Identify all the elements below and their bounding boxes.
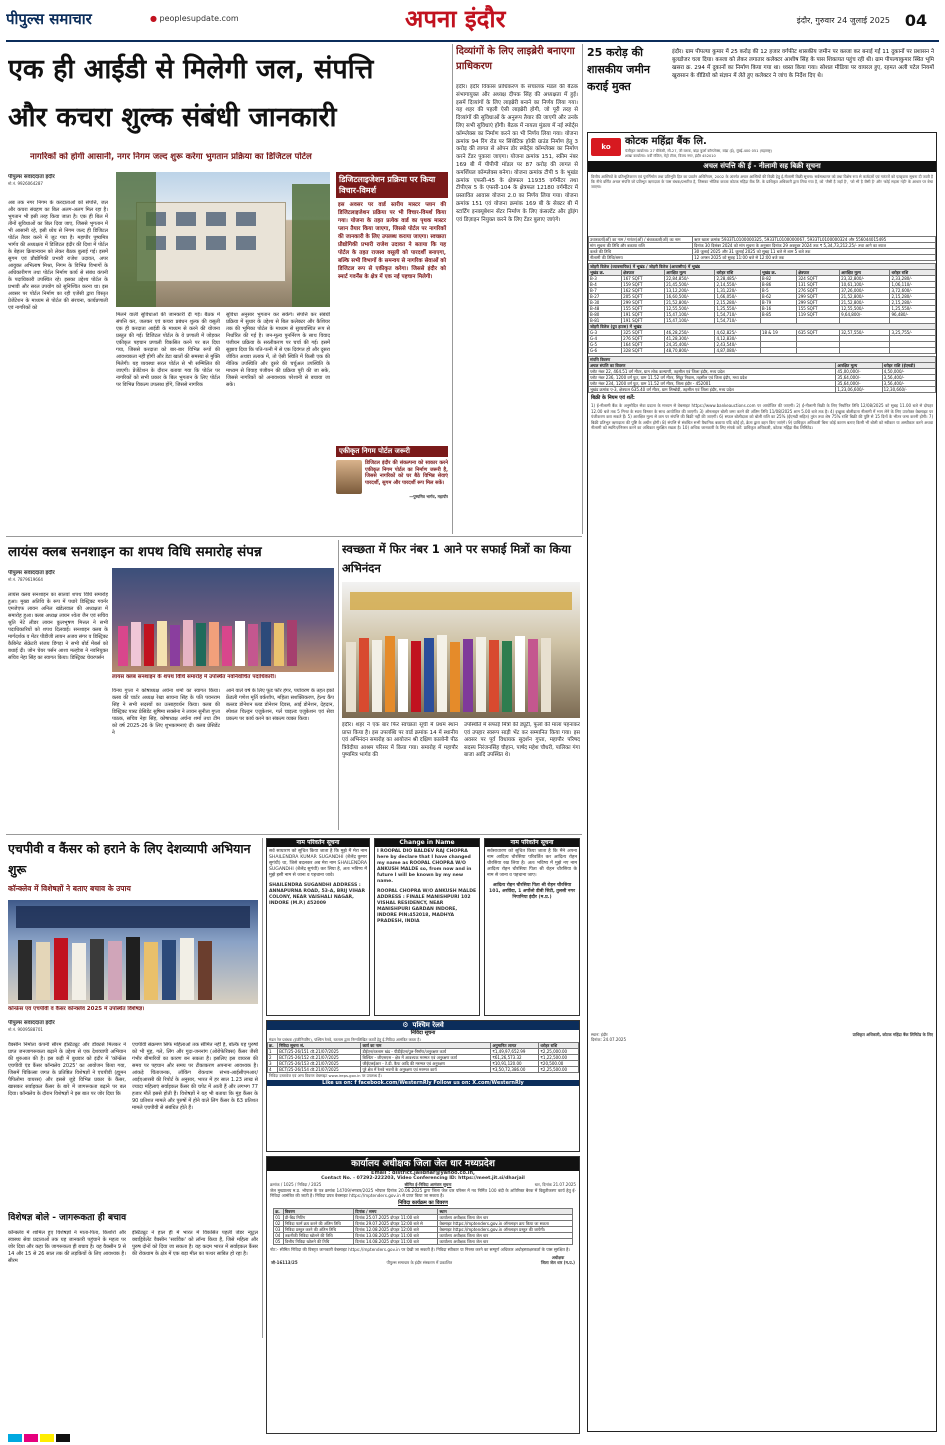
table-cell: 1,54,710/- [715, 318, 760, 324]
lions-body-col2: विनय गुप्ता ने कोषाध्यक्ष अर्चना शर्मा का स्वागत किया। क्लब की चार्टर अध्यक्ष रेखा साचना सिंह के पति पवनराम सिंह ने सभी सदस्यों का उत्साहवर्धन किया। क्लब की डिस्ट्रिक्ट पास्ट प्रेसिडेंट सुषिमा सक्सेना ने लायन सुनीता गुप्ता पाठक, सचिव नेहा सिंह, कोषाध्यक्ष अर्चना शर्मा तथा टीम को वर्ष 2025-26 के लिए शुभकामनाएं दीं। क्लब प्रेसिडेंट ने [112, 688, 220, 736]
table-cell: B-82 [760, 276, 796, 282]
table-cell: 12,55,500/- [840, 306, 890, 312]
table-cell: 9,64,800/- [840, 312, 890, 318]
lead-byline-name: पीपुल्स संवाददाता [8, 174, 44, 180]
table-cell: B-80 [589, 312, 622, 318]
table-cell: 3,72,600/- [890, 288, 936, 294]
cancer-byline-name: पीपुल्स संवाददाता [8, 1020, 44, 1026]
table-cell: B-7 [589, 288, 622, 294]
table-cell: 1,31,220/- [715, 288, 760, 294]
table-cell: 635 SQFT [797, 330, 840, 336]
cancer-byline-mobile: मो.नं. 9009588701 [8, 1027, 43, 1033]
kotak-signatory: प्राधिकृत अधिकारी, कोटक महिंद्रा बैंक लिमिटेड के लिए [852, 1032, 933, 1038]
kotak-date: दिनांक: 24.07.2025 [591, 1037, 627, 1043]
table-header-cell: कार्य का नाम [361, 1043, 491, 1049]
railway-tender-notice [266, 1020, 580, 1152]
table-cell: ₹3,50,72,386.00 [491, 1067, 539, 1073]
table-header-cell: धरोहर राशि [715, 270, 760, 276]
table-cell: ₹20,500.00 [539, 1061, 579, 1067]
table-cell: दिनांक 29.07.2025 दोपहर 12:00 बजे से [354, 1220, 438, 1226]
kotak-intro: वित्तीय आस्तियों के प्रतिभूतिकरण एवं पुनर्निर्माण तथा प्रतिभूति हित का प्रवर्तन अधिनियम, 2002 के अंतर्गत अचल आस्तियों की बिक्री हेतु ई-नीलामी बिक्री सूचना। सर्वसाधारण को तथा विशेष रूप से कर्जदारों एवं गारंटरों को एतद्द्वारा सूचना दी जाती है कि नीचे वर्णित अचल संपत्ति जो प्रतिभूत ऋणदाता के पास बंधक/प्रभारित है, जिसका भौतिक कब्जा कोटक महिंद्रा बैंक लि. के प्राधिकृत अधिकारी द्वारा लिया गया है, को 'जैसी है जहाँ है', 'जो भी है जैसी है' और 'कोई सहारा नहीं' के आधार पर बेचा जाएगा। [591, 174, 933, 190]
table-cell: 276 SQFT [622, 336, 665, 342]
table-cell: B-48 [589, 306, 622, 312]
table-cell: 299 SQFT [797, 294, 840, 300]
table-header-cell: जोहरी विलेज (व्यावसायिक) में भूखंड / जोहरी विलेज (आवासीय) में भूखंड [589, 264, 936, 270]
table-cell: 24,35,400/- [665, 342, 715, 348]
table-cell: 45,00,000/- [836, 369, 882, 375]
table-cell: 03 [274, 1226, 284, 1232]
table-row [268, 1067, 579, 1073]
table-header-cell: निविदा सूचना सं. [278, 1043, 361, 1049]
table-cell: B-86 [760, 282, 796, 288]
table-cell: 21,52,800/- [840, 300, 890, 306]
table-header-cell: आरक्षित मूल्य [665, 270, 715, 276]
kotak-auction-label: नीलामी की तिथि/समय [589, 255, 693, 261]
table-cell: 46,28,250/- [665, 330, 715, 336]
table-cell: कार्यालय अधीक्षक जिला जेल धार [438, 1232, 572, 1238]
jail-contact[interactable]: Contact No. - 07292-222203, Video Conferencing ID: https://meet.jit.si/dharjail [321, 1176, 525, 1182]
mayor-portrait [336, 460, 362, 494]
table-header-cell: विवरण [283, 1208, 353, 1214]
table-cell: 1 [268, 1049, 278, 1055]
table-cell: 191 SQFT [622, 318, 665, 324]
kotak-property-table [588, 356, 936, 393]
table-cell: भूखंड क्रमांक ए-3, क्षेत्रफल 635.40 वर्ग मीटर, ग्राम लिम्बोदी, तहसील एवं जिला इंदौर, मध्य प्रदेश [589, 387, 836, 393]
table-cell: 1,25,550/- [715, 306, 760, 312]
kotak-bank-name: कोटक महिंद्रा बैंक लि. [625, 136, 707, 147]
table-cell: 1,54,710/- [715, 312, 760, 318]
table-cell: 164 SQFT [622, 342, 665, 348]
table-cell: 35,64,000/- [836, 375, 882, 381]
kotak-place: स्थान: इंदौर [591, 1032, 608, 1038]
lead-body-col1: अब तक नगर निगम के करदाताओं को संपत्ति, जल और कचरा संग्रहण का बिल अलग-अलग मिल रहा है। भुगतान भी इसी तरह किया जाता है। एक ही बिल में तीनों सुविधाओं का बिल दिया जाए, जिससे भुगतान में भी आसानी रहे, इसी ध्येय से निगम जल्द ही डिजिटल पोर्टल तैयार करने में जुट गया है। महापौर पुष्यमित्र भार्गव की अध्यक्षता में डिजिटल इंदौर की दिशा में पोर्टल के बेहतर क्रियान्वयन को लेकर बैठक बुलाई गई। इसमें सुगम एवं प्रौद्योगिकी प्रभारी राजेश उदावत, अपर आयुक्त अभिलाष मिश्रा, निगम के विभिन्न विभागों के अधिकारीगण तथा पोर्टल निर्माण कार्य से संबंध कंपनी के पदाधिकारी उपस्थित रहे। इसका उद्देश्य पोर्टल के प्रभावी और सरल उपयोग को सुनिश्चित करना था। इस अवसर पर पोर्टल निर्माण का रही एजेंसी द्वारा विस्तृत प्रेजेंटेशन के माध्यम से पोर्टल की संरचना, कार्यप्रणाली एवं नागरिकों को [8, 200, 108, 311]
library-headline: दिव्यांगों के लिए लाइब्रेरी बनाएगा प्राधिकरण [456, 46, 575, 72]
lions-byline-name: पीपुल्स संवाददाता [8, 570, 44, 576]
kotak-borrower-value: ऋण खाता क्रमांक 5933TL0100000325, 5933TL0100000067, 5933TL0100000324 और 556044015495 [693, 237, 936, 243]
kotak-possession-value: 30 जुलाई 2025 और 31 जुलाई 2025 को सुबह 11 बजे से शाम 5 बजे तक [693, 249, 936, 255]
table-cell: प्लॉट नंबर 22, 464.51 वर्ग मीटर, ग्राम लोक कल्याणी, तहसील एवं जिला इंदौर, मध्य प्रदेश [589, 369, 836, 375]
table-cell: 1,23,06,600/- [836, 387, 882, 393]
lead-byline-mobile: मो.नं. 9926064287 [8, 181, 43, 187]
table-cell: B-5 [760, 288, 796, 294]
jail-schedule-table [273, 1208, 573, 1245]
table-cell: 4 [268, 1067, 278, 1073]
cancer-box-col2: इंस्टिट्यूट ने हाल ही में भारत में विकसित पहली जेंडर न्यूट्रल क्वाड्रिवेलेंट वैक्सीन 'सर्वावैक' को लॉन्च किया है, जिसे महिला और पुरुष दोनों को दिया जा सकता है। यह कदम भारत में सर्वाइकल कैंसर की रोकथाम के क्षेत्र में एक बड़ा मील का पत्थर साबित हो रहा है। [132, 1230, 258, 1257]
website-label[interactable]: ● peoplesupdate.com [150, 14, 239, 23]
table-cell: प्लॉट नंबर 236, 1200 वर्ग फुट, ग्राम 11.52 वर्ग मीटर, सिंदूर निवास, तहसील एवं जिला इंदौर, मध्य प्रदेश [589, 375, 836, 381]
name-change-notice-2 [374, 838, 480, 1016]
table-cell: 32,57,550/- [840, 330, 890, 336]
mining-body: इंदौर। ग्राम पीपल्या कुमार में 25 करोड़ की 12 हजार वर्गफीट शासकीय जमीन पर कब्जा कर बनाई गईं 11 दुकानों पर प्रशासन ने बुलडोजर चला दिया। कब्जा को लेकर लगातार कलेक्टर आशीष सिंह के पास शिकायत पहुंच रही थी। ग्राम पीपल्याकुमार स्थित भूमि खसरा क्र. 294 में दुकानों का निर्माण किया गया था। ध्वस्त किया गया। सोशल मीडिया पर वायरल हुए, रहमत अली पटेल नियमों खुरासान के वीडियो को संज्ञान में लेते हुए कलेक्टर ने जांच के निर्देश दिए थे। [672, 49, 934, 79]
table-cell: 2,15,280/- [715, 300, 760, 306]
table-cell: 23,32,800/- [840, 276, 890, 282]
table-cell: 155 SQFT [622, 306, 665, 312]
table-row [589, 348, 936, 354]
dateline: इंदौर, गुरुवार 24 जुलाई 2025 [796, 16, 890, 25]
table-cell: 2,33,280/- [890, 276, 936, 282]
table-cell: 15,47,100/- [665, 312, 715, 318]
cancer-byline [8, 1020, 128, 1038]
table-cell: 205 SQFT [622, 294, 665, 300]
table-cell: 325 SQFT [622, 330, 665, 336]
table-cell: प्री-बिड मिटिंग [283, 1214, 353, 1220]
table-cell: 155 SQFT [797, 306, 840, 312]
table-cell: 21,52,800/- [840, 294, 890, 300]
table-cell: 2,15,280/- [890, 294, 936, 300]
sidebar-portal-title: एकीकृत निगम पोर्टल जरूरी [336, 446, 448, 457]
table-cell: 299 SQFT [797, 300, 840, 306]
table-cell: ₹61,26,573.32 [491, 1055, 539, 1061]
railway-intro: मंडल रेल प्रबंधक (इंजीनियरिंग), पश्चिम रेलवे, रतलाम द्वारा निम्नलिखित कार्यों हेतु ई-निविदा आमंत्रित करता है। [269, 1037, 421, 1043]
section-title: अपना इंदौर [405, 4, 506, 33]
table-cell: 22,84,850/- [665, 276, 715, 282]
table-cell: 37,26,000/- [840, 288, 890, 294]
table-cell: कार्यालय अधीक्षक जिला जेल धार [438, 1238, 572, 1244]
table-cell: G-6 [589, 348, 622, 354]
cancer-conclave-photo [8, 900, 258, 1004]
jail-title: कार्यालय अधीक्षक जिला जेल धार मध्यप्रदेश [267, 1157, 579, 1171]
railway-social[interactable]: Like us on: f facebook.com/WesternRly Follow us on: X.com/WesternRly [267, 1080, 579, 1087]
table-row [274, 1220, 573, 1226]
table-header-cell: धरोहर राशि [890, 270, 936, 276]
table-cell: 15,47,100/- [665, 318, 715, 324]
lions-photo-caption: लायंस क्लब सनशाइन के शपथ विधि समारोह में उपस्थित नवनिर्वाचित पदाधिकारी। [112, 674, 277, 680]
railway-logo-icon: ⚙ [402, 1021, 409, 1029]
table-cell: 3,25,755/- [890, 330, 936, 336]
table-header-cell: आरक्षित मूल्य [840, 270, 890, 276]
swachhata-body-col2: उपस्थिति में सफाई मित्रों की ड्यूटी, फूलों की माला पहनाकर एवं उपहार स्वरूप साड़ी भेंट कर सम्मानित किया गया। इस अवसर पर पूर्व विधायक सुदर्शन गुप्ता, महापौर परिषद सदस्य निरंजनसिंह चौहान, पार्षद महेश चौधरी, पालिका गंगा बाजा आदि उपस्थित थे। [464, 722, 580, 758]
name-change-3-sign: आदित्य रोहन चौरसिया पिता श्री रोहन चौरसिया 101, अरविंदा, 1 अर्पोलो डीबी सिटी, तुलसी नगर निपानिया इंदौर (म.प्र.) [489, 883, 575, 901]
kotak-borrower-label: उधारकर्ता(ओं) का नाम / गारंटर(ओं) / बंधककर्ता(ओं) का नाम [589, 237, 693, 243]
kotak-branch-office: शाखा कार्यालय: 5वीं मंजिल, मेट्रो टॉवर, विजय नगर, इंदौर 452010 [625, 153, 716, 158]
table-cell: 4,12,830/- [715, 336, 760, 342]
jail-footer: पीपुल्स समाचार के इंदौर संस्करण में प्रकाशित [386, 1260, 453, 1266]
table-cell: 10,61,100/- [840, 282, 890, 288]
sidebar-portal-body: डिजिटल इंदौर की संकल्पना को साकार करने एकीकृत निगम पोर्टल का निर्माण जरूरी है, जिससे नागरिकों को घर बैठे विभिन्न सेवाएं पारदर्शी, सुगम और पारदर्शी रूप मिल सकें। [365, 460, 448, 486]
jail-schedule-title: निविदा कार्यक्रम का विवरण [398, 1199, 448, 1206]
railway-subtitle: निविदा सूचना [410, 1030, 436, 1037]
table-cell [797, 348, 840, 354]
table-cell: 12,55,500/- [665, 306, 715, 312]
table-cell: तकनीकी निविदा खोलने की तिथि [283, 1232, 353, 1238]
lions-group-photo [112, 568, 334, 672]
sidebar-digitization-box [336, 172, 448, 440]
table-cell: BCT/25-26/152 dt.21/07/2025 [278, 1055, 361, 1061]
swachhata-headline: स्वच्छता में फिर नंबर 1 आने पर सफाई मित्रों का किया अभिनंदन [342, 542, 571, 575]
lead-byline-city: इंदौर [45, 174, 55, 180]
table-header-cell: क्षेत्रफल [622, 270, 665, 276]
mining-headline: 25 करोड़ की शासकीय जमीन कराई मुक्त [587, 46, 650, 93]
table-cell: कार्यालय अधीक्षक जिला जेल धार [438, 1214, 572, 1220]
table-cell: निविदा फार्म क्रय करने की अंतिम तिथि [283, 1220, 353, 1226]
table-cell: 41,28,300/- [665, 336, 715, 342]
table-cell: दिनांक 13.08.2025 दोपहर 11:00 बजे [354, 1232, 438, 1238]
table-cell: G-5 [589, 342, 622, 348]
table-cell: 4,50,000/- [882, 369, 935, 375]
name-change-3-title: नाम परिवर्तन सूचना [485, 839, 579, 847]
table-cell: 3,56,400/- [882, 375, 935, 381]
kotak-borrower-table [588, 236, 936, 261]
name-change-2-title: Change in Name [375, 839, 479, 847]
kotak-auction-notice [587, 132, 937, 1432]
name-change-1-body: सर्व साधारण को सूचित किया जाता है कि मुझे मैं मेरा नाम SHAILENDRA KUMAR SUGANDHI (शैलेंद्र कुमार सुगंधी) था, जिसे बदलकर अब मेरा नाम SHAILENDRA SUGANDHI (शैलेंद्र सुगंधी) कर लिया है, अतः भविष्य में मुझे इसी नाम से जाना व पहचाना जावे। [269, 849, 367, 879]
table-cell: वित्तीय निविदा खोलने की तिथि [283, 1238, 353, 1244]
kotak-notice-title: अचल संपत्ति की ई - नीलामी सह बिक्री सूचना [588, 161, 936, 172]
table-cell: 2,15,280/- [890, 300, 936, 306]
table-row [589, 387, 936, 393]
lions-byline-city: इंदौर [45, 570, 55, 576]
table-cell [890, 348, 936, 354]
lead-photo-building [116, 172, 330, 307]
table-cell: 48,70,800/- [665, 348, 715, 354]
table-cell: 2,14,550/- [715, 282, 760, 288]
cancer-body-col1: वैक्सीन निर्माता कंपनी सीरम इंस्टिट्यूट और डॉक्टर्स मिलकर ने प्राप्त जनजागरूकता बढ़ाने के उद्देश्य से एक देशव्यापी अभियान की शुरुआत की है। इस कड़ी में बुधवार को इंदौर में 'कॉन्फ्रेंस एचपीवी एंड कैंसर कॉन्क्लेव 2025' का आयोजन किया गया, जिसमें चिकित्सा जगत के प्रतिष्ठित विशेषज्ञों ने एचपीवी (ह्यूमन पैपिलोमा वायरस) और इससे जुड़े विभिन्न प्रकार के कैंसर, खासकर सर्वाइकल कैंसर के बारे में जागरूकता बढ़ाने पर बल दिया। कॉन्क्लेव के दौरान विशेषज्ञों ने इस बात पर जोर दिया कि [8, 1042, 126, 1097]
jail-email[interactable]: Email : district.jaildhar@yahoo.co.in, [371, 1170, 475, 1177]
jail-ref-date: धार, दिनांक 21.07.2025 [534, 1181, 576, 1187]
library-body: इंदौर। इंदौर विकास प्राधिकरण के संचालक मंडल की बैठक संभागायुक्त और अध्यक्ष दीपक सिंह की अध्यक्षता में हुई। इसमें दिव्यांगों के लिए लाइब्रेरी बनाने का निर्णय लिया गया। यह शहर की पहली ऐसी लाइब्रेरी होगी, जो पूरी तरह से दिव्यांगों की सुविधाओं के अनुरूप तैयार की जाएगी और उनके लिए सभी सुविधाएं होंगी। बैठक में नायता मुंडला में नई स्पोर्ट्स कॉम्प्लेक्स का निर्माण करने का भी निर्णय लिया गया। योजना क्रमांक 94 रिंग रोड पर सिंथेटिक हॉकी ग्राउंड निर्माण हेतु 3 करोड़ की लागत से ओपन डोर स्पोर्ट्स कॉम्प्लेक्स का निर्माण करने टेंडर पुकारा जाएगा। योजना क्रमांक 151, स्कीम नंबर 169 बी में पीपीपी मॉडल पर 87 करोड़ की लागत से कमर्शियल कॉम्प्लेक्स बनेगा। योजना क्रमांक टीपी 5 के भूखंड क्रमांक एफसी-45 के क्षेत्रफल 11935 वर्गमीटर तथा टीपीएस 5 के एफसी-104 के क्षेत्रफल 12180 वर्गमीटर में प्रस्तावित आवास योजना 2.0 का निर्णय लिया गया। योजना क्रमांक 151 एवं योजना क्रमांक 169 बी के सेक्टर बी में स्टार्टिंग इनक्यूबेशन सेंटर निर्माण के लिए कंसल्टेंट और ड्रॉइंग एवं डिज़ाइन नियुक्त करने के लिए टेंडर बुलाए जाएंगे। [456, 84, 578, 223]
table-header-cell: अनुमानित लागत [491, 1043, 539, 1049]
table-cell: 162 SQFT [622, 288, 665, 294]
table-cell: 21,52,800/- [665, 300, 715, 306]
lead-subhead: नागरिकों को होगी आसानी, नगर निगम जल्द शुरू करेगा भुगतान प्रक्रिया का डिजिटल पोर्टल [30, 152, 312, 162]
sidebar-digitization-title: डिजिटलाइजेशन प्रक्रिया पर किया विचार-विमर्श [336, 172, 448, 198]
table-cell: 2,43,540/- [715, 342, 760, 348]
sidebar-portal-attribution: —पुष्यमित्र भार्गव, महापौर [409, 494, 448, 500]
table-cell: वेबसाइट https://mptenders.gov.in ऑनलाइन क्रय किया जा सकता [438, 1220, 572, 1226]
table-cell: B-85 [760, 312, 796, 318]
brand-logo: पीपुल्स समाचार [6, 10, 92, 28]
table-cell: पूरे क्षेत्र में रेलवे भवनों के अनुरक्षण एवं मरम्मत कार्य [361, 1067, 491, 1073]
lions-byline [8, 570, 108, 588]
table-cell: 2 [268, 1055, 278, 1061]
cancer-body-col2: एचपीवी संक्रमण सिर्फ महिलाओं तक सीमित नहीं है, बल्कि यह पुरुषों को भी मुंह, गले, लिंग और गुदा-जननांग (ओरोफेरिंक्स) कैंसर जैसी गंभीर बीमारियों का कारण बन सकता है। इसलिए इस वायरस की समय पर पहचान और समय पर टीकाकरण अपनाना आवश्यक है। आंकड़े चिंताजनक, लॉकिंग रोकथाम संभव-आईसीएमआर/ आईएआरसी की रिपोर्ट के अनुसार, भारत में हर साल 1.23 लाख से ज्यादा महिलाएं सर्वाइकल कैंसर की चपेट में आती हैं और लगभग 77 हजार मौतें इससे होती हैं। विशेषज्ञों ने यह भी बताया कि मुंह कैंसर के 90 प्रतिशत मामले और पुरुषों में होने वाले लिंग कैंसर के 63 प्रतिशत मामले एचपीवी से संबंधित होते हैं। [132, 1042, 258, 1111]
reg-mark-yellow [40, 1434, 54, 1442]
table-cell: ₹1,49,97,652.99 [491, 1049, 539, 1055]
lions-byline-mobile: मो.नं. 7879619664 [8, 577, 43, 583]
table-header-cell: अचल संपत्ति का विवरण [589, 363, 836, 369]
table-cell: डीईएन/रतलाम खंड - पीडीईएन/पुल-निर्माण/अनुरक्षण कार्य [361, 1049, 491, 1055]
cancer-subhead: कॉन्क्लेव में विशेषज्ञों ने बताए बचाव के उपाय [8, 884, 131, 893]
table-cell: 299 SQFT [622, 300, 665, 306]
masthead-left [6, 4, 116, 38]
table-header-cell: धरोहर राशि [539, 1043, 579, 1049]
table-cell: 119 SQFT [797, 312, 840, 318]
table-cell: 96,480/- [890, 312, 936, 318]
table-cell: ₹2,25,000.00 [539, 1049, 579, 1055]
reg-mark-magenta [24, 1434, 38, 1442]
table-cell: B-3 [589, 276, 622, 282]
lead-headline [8, 46, 448, 158]
swachhata-body-col1: इंदौर। शहर ने एक बार फिर स्वच्छता सूची में प्रथम स्थान प्राप्त किया है। इस उपलब्धि पर वार्ड क्रमांक 14 में स्थानीय एवं अभिनंदन समारोह का आयोजन श्री दक्षिण कालोनी पीठ त्रिवेदीया आश्रम परिसर में किया गया। समारोह में महापौर पुष्यमित्र भार्गव की [342, 722, 458, 758]
table-cell: प्लॉट नंबर 234, 1200 वर्ग फुट, ग्राम 11.52 वर्ग मीटर, जिला इंदौर - 452001 [589, 381, 836, 387]
table-cell: जीईएलईआर - टे.डी. कैफ आदि की मरम्मत एवं अनुरक्षण [361, 1061, 491, 1067]
table-cell: B-79 [760, 300, 796, 306]
reg-mark-black [56, 1434, 70, 1442]
jail-sign-office: जिला जेल धार (म.प्र.) [540, 1260, 575, 1266]
table-cell: 12,30,660/- [882, 387, 935, 393]
table-cell: बिल्डिंग - जीएसएस - क्षेत्र में आवश्यक मरम्मत एवं अनुरक्षण कार्य [361, 1055, 491, 1061]
table-cell: 276 SQFT [797, 288, 840, 294]
table-cell: 324 SQFT [797, 276, 840, 282]
table-cell: ₹1,22,500.00 [539, 1055, 579, 1061]
table-cell: B-16 [760, 306, 796, 312]
table-cell: B-81 [589, 318, 622, 324]
sidebar-portal-box [336, 446, 448, 530]
jail-note: नोट:- सीमित निविदा की विस्तृत जानकारी वेबसाइट https://mptenders.gov.in पर देखी जा सकती है। निविदा स्वीकार या निरस्त करने का सम्पूर्ण अधिकार अधोहस्ताक्षरकर्ता के पास सुरक्षित है। [270, 1246, 570, 1252]
lions-headline: लायंस क्लब सनशाइन का शपथ विधि समारोह संपन्न [8, 544, 262, 560]
table-cell: 04 [274, 1232, 284, 1238]
table-cell: 167 SQFT [622, 276, 665, 282]
table-cell: 131 SQFT [797, 282, 840, 288]
table-cell: G-4 [589, 336, 622, 342]
jail-intro: जेल मुख्यालय म.प्र. भोपाल के पत्र क्रमांक 14709/भण्डार/2025 भोपाल दिनांक 20.06.2025 द्वारा जिला जेल धार परिसर में नव निर्मित 100 बंदी के अतिरिक्त बैरक में विद्युतीकरण कार्य हेतु ई-निविदा आमंत्रित की जाती है। निविदा प्रपत्र वेबसाइट https://mptenders.gov.in से प्राप्त किया जा सकता है। [270, 1187, 576, 1199]
sidebar-digitization-body: इस अवसर पर वार्ड स्तरीय मास्टर प्लान की डिजिटलाइजेशन प्रक्रिया पर भी विचार-विमर्श किया गया। योजना के तहत प्रत्येक वार्ड का पृथक मास्टर प्लान तैयार किया जाएगा, जिससे पोर्टल पर नागरिकों की जानकारी के लिए उपलब्ध कराया जाएगा। स्वच्छता प्रौद्योगिकी प्रभारी राजेश उदावत ने बताया कि यह पोर्टल के तहत राजस्व वसूली को पारदर्शी बनाएगा, बल्कि सभी विभागों के समन्वय से नागरिक सेवाओं को डिजिटल रूप से एकीकृत करेगा। जिससे इंदौर को स्मार्ट गवर्नेंस के क्षेत्र में एक नई पहचान मिलेगी। [338, 202, 446, 280]
table-cell: 18 & 19 [760, 330, 796, 336]
table-header-cell: भूखंड क्र. [589, 270, 622, 276]
cancer-box-title: विशेषज्ञ बोले - जागरूकता ही बचाव [8, 1213, 127, 1223]
table-cell [760, 348, 796, 354]
table-cell: 4,62,825/- [715, 330, 760, 336]
page-number: 04 [904, 11, 928, 30]
name-change-notice-1 [266, 838, 370, 1016]
table-cell: BCT/25-26/151 dt.21/07/2025 [278, 1049, 361, 1055]
name-change-2-address: ROOPAL CHOPRA W/O ANKUSH MALDE ADDRESS : FINALE MANISHPURI 102 VISHAL RESIDENCY, NEAR MANISHPURI GARDAN INDORE, INDORE PIN:452018, MADHYA PRADESH, INDIA [377, 889, 477, 925]
table-cell: निविदा प्रस्तुत करने की अंतिम तिथि [283, 1226, 353, 1232]
table-cell: 3,56,400/- [882, 381, 935, 387]
table-cell: दिनांक 25.07.2025 दोपहर 11:00 बजे [354, 1214, 438, 1220]
table-cell: 01 [274, 1214, 284, 1220]
table-cell: 13,12,200/- [665, 288, 715, 294]
swachhata-group-photo [342, 582, 580, 718]
name-change-3-body: सर्वसाधारण को सूचित किया जाता है कि मैंने अपना नाम आदित्य चौरसिया परिवर्तित कर आदित्य रोहन चौरसिया रख लिया है। अतः भविष्य में मुझे नए नाम आदित्य रोहन चौरसिया पिता श्री रोहन चौरसिया के नाम से जाना व पहचाना जाए। [487, 849, 577, 879]
table-cell: 05 [274, 1238, 284, 1244]
table-cell: 3 [268, 1061, 278, 1067]
jail-subtitle: सीमित ई-निविदा आमंत्रण सूचना [404, 1181, 452, 1187]
kotak-reg-office: पंजीकृत कार्यालय: 27 बीकेसी, सी-27, जी ब्लाक, बांद्रा कुर्ला कॉम्प्लेक्स, बांद्रा (ई), मुंबई-400 051 (महाराष्ट्र) [625, 148, 772, 153]
kotak-terms: 1) ई-नीलामी बैंक के अनुमोदित सेवा प्रदाता के माध्यम से वेबसाइट https://www.bankeauctions.com पर आयोजित की जाएगी। 2) ई-नीलामी बिक्री के लिए निर्धारित तिथि 12/08/2025 को सुबह 11.00 बजे से दोपहर 12.00 बजे तक 5 मिनट के स्वतः विस्तार के साथ आयोजित की जाएगी। 3) ऑनलाइन बोली जमा करने की अंतिम तिथि 11/08/2025 शाम 5.00 बजे तक है। 4) इच्छुक बोलीदाता नीलामी में भाग लेने के लिए उपरोक्त वेबसाइट पर पंजीकरण करा सकते हैं। 5) आरक्षित मूल्य से कम पर संपत्ति की बिक्री नहीं की जाएगी। 6) सफल बोलीदाता को बोली राशि का 25% (ईएमडी सहित) तुरंत तथा शेष 75% राशि बिक्री की पुष्टि से 15 दिनों के भीतर जमा करनी होगी। 7) बिक्री प्रतिभूत ऋणदाता की पुष्टि के अधीन होगी। 8) संपत्ति से संबंधित सभी वैधानिक बकाया यदि कोई हो, क्रेता द्वारा वहन किए जाएंगे। 9) प्राधिकृत अधिकारी बिना कोई कारण बताए किसी भी बोली को स्वीकार या अस्वीकार करने अथवा नीलामी को स्थगित/निरस्त करने का अधिकार सुरक्षित रखता है। 10) अधिक जानकारी के लिए संपर्क करें: प्राधिकृत अधिकारी, कोटक महिंद्रा बैंक लिमिटेड। [591, 403, 933, 431]
railway-footer: निविदा दस्तावेज एवं अन्य विवरण वेबसाइट www.ireps.gov.in पर उपलब्ध हैं। [269, 1073, 382, 1079]
name-change-1-address: SHAILENDRA SUGANDHI ADDRESS : ANNAPURNA ROAD, 53-A, BRIJ VIHAR COLONY, NEAR VAISHALI NAGAR, INDORE (M.P.) 452009 [269, 883, 366, 907]
lead-headline-line1: एक ही आईडी से मिलेगी जल, संपत्ति [8, 54, 374, 85]
jail-ref: क्रमांक / 1025 / निविदा / 2025 [270, 1181, 322, 1187]
table-cell: 159 SQFT [622, 282, 665, 288]
table-cell: दिनांक 14.08.2025 दोपहर 11:00 बजे [354, 1238, 438, 1244]
table-cell: 1,25,550/- [890, 306, 936, 312]
name-change-notice-3 [484, 838, 580, 1016]
kotak-demand-label: मांग सूचना की तिथि और बकाया राशि [589, 243, 693, 249]
table-cell: वेबसाइट https://mptenders.gov.in ऑनलाइन प्रस्तुत की जायेगी। [438, 1226, 572, 1232]
table-cell: 35,64,000/- [836, 381, 882, 387]
table-cell: BCT/25-26/154 dt.21/07/2025 [278, 1067, 361, 1073]
kotak-demand-value: दिनांक 30 दिसंबर 2024 को मांग सूचना के अनुसार दिनांक 29 अक्टूबर 2024 तक ₹ 5,34,73,212.25/- तथा आगे का ब्याज [693, 243, 936, 249]
lead-headline-line2: और कचरा शुल्क संबंधी जानकारी [8, 102, 337, 133]
table-cell [840, 348, 890, 354]
table-cell: 4,87,080/- [715, 348, 760, 354]
table-cell: 21,45,500/- [665, 282, 715, 288]
table-header-cell: क्र. [274, 1208, 284, 1214]
table-cell: दिनांक 12.08.2025 दोपहर 12:00 बजे [354, 1226, 438, 1232]
lead-body-col2: मिलने वाली सुविधाओं की जानकारी दी गई। बैठक में संपत्ति कर, जलकर एवं कचरा प्रबंधन शुल्क की वसूली एक ही करदाता आईडी के माध्यम से करने की योजना प्रस्तुत की गई। डिजिटल पोर्टल के ये प्रणाली में जोड़कर एकीकृत पहचान प्रणाली विकसित करने पर बल दिया गया, जिससे करदाता को बार-बार विभिन्न रूपों की आवश्यकता नहीं होगी और डेटा खातों की समस्या से मुक्ति मिलेगी। यह व्यवस्था सरल पोर्टल से भी सम्मिलित की जाएगी। प्रेजेंटेशन के दौरान बताया गया कि पोर्टल पर नागरिकों को सभी प्रकार के बिल भुगतान के लिए पोर्टल पर विभिन्न विकल्प उपलब्ध होंगे, जिससे नागरिक [116, 312, 220, 388]
table-header-cell: आरक्षित मूल्य [836, 363, 882, 369]
table-header-cell: क्षेत्रफल [797, 270, 840, 276]
table-header-cell: स्थान [438, 1208, 572, 1214]
table-cell: B-30 [589, 300, 622, 306]
kotak-plots-table [588, 263, 936, 354]
print-registration-marks [8, 1434, 108, 1442]
cancer-photo-caption: कॉन्फ्रेंस एवं एचपीवी व कैंसर कॉन्क्लेव 2025 में उपस्थित विशेषज्ञ। [8, 1006, 145, 1012]
table-header-cell: संपत्ति विवरण [589, 357, 936, 363]
table-header-cell: क्र. [268, 1043, 278, 1049]
name-change-2-body: I ROOPAL DIO BALDEV RAJ CHOPRA here by declare that I have changed my name as ROOPAL CHOPRA W/O ANKUSH MALDE so, from now and in future I will be known by my new name. [377, 849, 472, 885]
jail-sign-title: अधीक्षक [551, 1255, 565, 1261]
lions-body-col3: आने वाले वर्ष के लिए फूड फॉर हंगर, पर्यावरण के तहत इको फ्रेंडली गणेश मूर्ति वर्कशॉप, महिला सशक्तिकरण, हेल्थ कैंप बल्लड डोनेशन ब्लड डोनेशन दिवस, आई डोनेशन, देहदान, स्पेशल चिल्ड्रन एजुकेशन, गर्ल चाइल्ड एजुकेशन एवं सेवा प्रकल्प पर कार्य करने का संकल्प व्यक्त किया। [226, 688, 334, 722]
table-cell: 1,06,110/- [890, 282, 936, 288]
kotak-possession-label: कब्जे की तिथि [589, 249, 693, 255]
lead-byline [8, 174, 108, 194]
table-cell: 02 [274, 1220, 284, 1226]
table-header-cell: भूखंड क्र. [760, 270, 796, 276]
table-cell: G-3 [589, 330, 622, 336]
table-cell: BCT/25-26/153 dt.21/07/2025 [278, 1061, 361, 1067]
table-cell: ₹2,25,500.00 [539, 1067, 579, 1073]
table-cell: B-62 [760, 294, 796, 300]
kotak-terms-title: बिक्री के नियम एवं शर्तें: [591, 395, 635, 402]
table-header-cell: दिनांक / समय [354, 1208, 438, 1214]
name-change-1-title: नाम परिवर्तन सूचना [267, 839, 369, 847]
kotak-logo-icon: ko [591, 138, 621, 156]
railway-tender-table [267, 1042, 579, 1073]
cancer-byline-city: इंदौर [45, 1020, 55, 1026]
lead-body-col3: सुविधा अनुसार भुगतान कर सकेंगे। संपत्ति कर संबंधी प्रक्रिया में सुधार के उद्देश्य से बिल कलेक्टर और कैशियर तक की भूमिका पोर्टल के माध्यम से सुव्यवस्थित रूप से निर्धारित की गई है। जन-मूल्य पुनर्निरण के साथ विवाद पंजीयन प्रक्रिया के सरलीकरण पर चर्चा की गई। इसमें सुझाव दिया कि पति-पत्नी में से एक दिवंगत हो और दूसरा जीवित अथवा तलाक में, तो ऐसी स्थिति में किसी एक की नीतिक उपस्थिति और दुसरे की चर्चुअल उपस्थिति के माध्यम से विवाह पंजीयन की प्रक्रिया पूरी की जा सके, जिससे नागरिकों को अनावश्यक परेशानी से बचाया जा सके। [226, 312, 330, 388]
table-cell: 16,60,500/- [665, 294, 715, 300]
table-cell: B-4 [589, 282, 622, 288]
table-cell: 1,66,050/- [715, 294, 760, 300]
cancer-box-col1: कॉन्क्लेव में शामिल हुए विशेषज्ञों ने माता-पिता, किशोरों और स्वास्थ्य सेवा प्रदाताओं तक यह जानकारी पहुंचाने के महत्व पर जोर दिया और कहा कि जागरूकता ही बचाव है। यह वैक्सीन 9 से 14 और 15 से 26 साल तक की लड़कियों के लिए आवश्यक है। सीरम [8, 1230, 126, 1264]
table-cell: 328 SQFT [622, 348, 665, 354]
table-cell: 191 SQFT [622, 312, 665, 318]
lions-body-col1: लायंस क्लब सनशाइन का सातवां शपथ विधि समारोह हुआ। मुख्य अतिथि के रूप में पधारे डिस्ट्रिक्ट गवर्नर एमजेएफ लायन अनिल खंडेलवाल की अध्यक्षता में समारोह हुआ। क्लब अध्यक्ष लायन श्वेता जैन एवं सचिव श्रुति नेटे लीडर लायन कुलभूषण मित्तल ने सभी पदाधिकारियों को शपथ दिलवाई। सनशाइन क्लब के मार्गदर्शक व मेंटर पीडीजी लायन अजय संगर व डिस्ट्रिक्ट कैबिनेट सेक्रेटरी संजय डिंगड़ा ने सभी बोर्ड मेंबर्स को बधाई दी। जोन चेयर पर्सन आशा मल्होत्रा ने नवनियुक्त सचिव नेहा सिंह का स्वागत किया। डिस्ट्रिक्ट चेयरपर्सन [8, 592, 108, 661]
table-cell: B-27 [589, 294, 622, 300]
jail-tender-notice [266, 1156, 580, 1434]
table-header-cell: धरोहर राशि (ईएमडी) [882, 363, 935, 369]
table-row [274, 1238, 573, 1244]
table-cell: ₹10,91,120.00 [491, 1061, 539, 1067]
cancer-headline: एचपीवी व कैंसर को हराने के लिए देशव्यापी अभियान शुरू [8, 841, 251, 877]
railway-title: पश्चिम रेलवे [412, 1021, 444, 1029]
table-cell: 2,28,485/- [715, 276, 760, 282]
kotak-auction-value: 12 अगस्त 2025 को सुबह 11:00 बजे से 12:00 बजे तक [693, 255, 936, 261]
table-header-cell: जोहरी विलेज (ग्रुप हाउस) में भूखंड [589, 324, 936, 330]
reg-mark-cyan [8, 1434, 22, 1442]
jail-code: जी-16113/25 [271, 1260, 298, 1266]
globe-icon: ● [150, 14, 157, 23]
